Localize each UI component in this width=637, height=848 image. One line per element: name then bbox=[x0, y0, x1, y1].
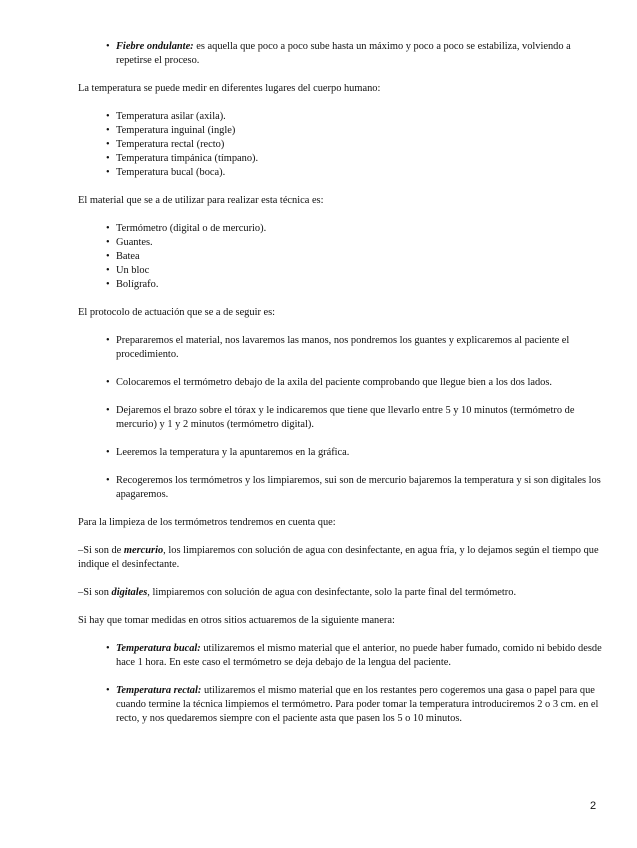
page-content bbox=[78, 40, 604, 740]
page-number: 2 bbox=[590, 800, 597, 812]
cleaning-digitales bbox=[78, 586, 604, 600]
other-sites-list bbox=[78, 642, 604, 726]
mercurio-post: , los limpiaremos con solución de agua con desinfectante, en agua fría, y lo dejamos según el tiempo que indique el desinfectante. bbox=[78, 545, 599, 570]
material-list bbox=[78, 222, 604, 292]
list-item: • Batea bbox=[78, 250, 604, 264]
list-item: • Prepararemos el material, nos lavaremos las manos, nos pondremos los guantes y explicaremos al paciente el procedimiento. bbox=[78, 334, 604, 362]
list-item-temperatura-bucal bbox=[78, 642, 604, 670]
list-item-temperatura-rectal bbox=[78, 684, 604, 726]
protocol-intro: El protocolo de actuación que se a de seguir es: bbox=[78, 307, 276, 318]
rectal-term: Temperatura rectal: bbox=[116, 685, 202, 696]
fiebre-list bbox=[78, 40, 604, 68]
list-item: • Temperatura inguinal (ingle) bbox=[78, 124, 604, 138]
digitales-pre: –Si son bbox=[78, 587, 112, 598]
rectal-text: utilizaremos el mismo material que en los restantes pero cogeremos una gasa o papel para que cuando termine la técnica limpiemos el termómetro. Para poder tomar la temperatura introduciremos 2 o 3 cm. en el recto, y nos quedaremos siempre con el paciente asta que pasen los 5 o 10 minutos. bbox=[116, 685, 599, 724]
list-item: • Recogeremos los termómetros y los limpiaremos, sui son de mercurio bajaremos la temperatura y si son digitales los apagaremos. bbox=[78, 474, 604, 502]
list-item: • Un bloc bbox=[78, 264, 604, 278]
list-item: • Temperatura timpánica (tímpano). bbox=[78, 152, 604, 166]
other-sites-intro: Si hay que tomar medidas en otros sitios actuaremos de la siguiente manera: bbox=[78, 615, 395, 626]
mercurio-pre: –Si son de bbox=[78, 545, 124, 556]
list-item: • Temperatura asilar (axila). bbox=[78, 110, 604, 124]
cleaning-mercurio bbox=[78, 544, 604, 572]
fiebre-term: Fiebre ondulante: bbox=[116, 41, 194, 52]
list-item: • Temperatura rectal (recto) bbox=[78, 138, 604, 152]
bucal-text: utilizaremos el mismo material que el anterior, no puede haber fumado, comido ni bebido desde hace 1 hora. En este caso el termómetro se deja debajo de la lengua del paciente. bbox=[116, 643, 602, 668]
mercurio-term: mercurio bbox=[123, 545, 164, 556]
list-item: • Bolígrafo. bbox=[78, 278, 604, 292]
list-item: • Dejaremos el brazo sobre el tórax y le indicaremos que tiene que llevarlo entre 5 y 10 minutos (termómetro de mercurio) y 1 y 2 minutos (termómetro digital). bbox=[78, 404, 604, 432]
protocol-list bbox=[78, 334, 604, 502]
material-intro: El material que se a de utilizar para realizar esta técnica es: bbox=[78, 195, 324, 206]
places-list bbox=[78, 110, 604, 180]
list-item: • Colocaremos el termómetro debajo de la axila del paciente comprobando que llegue bien a los dos lados. bbox=[78, 376, 604, 390]
list-item: • Termómetro (digital o de mercurio). bbox=[78, 222, 604, 236]
list-item: • Guantes. bbox=[78, 236, 604, 250]
cleaning-intro: Para la limpieza de los termómetros tendremos en cuenta que: bbox=[78, 517, 336, 528]
fiebre-text: es aquella que poco a poco sube hasta un máximo y poco a poco se estabiliza, volviendo a repetirse el proceso. bbox=[116, 41, 571, 66]
places-intro: La temperatura se puede medir en diferentes lugares del cuerpo humano: bbox=[78, 83, 381, 94]
list-item: • Leeremos la temperatura y la apuntaremos en la gráfica. bbox=[78, 446, 604, 460]
digitales-post: , limpiaremos con solución de agua con desinfectante, solo la parte final del termómetro. bbox=[147, 587, 517, 598]
list-item-fiebre-ondulante bbox=[78, 40, 604, 68]
bucal-term: Temperatura bucal: bbox=[116, 643, 201, 654]
digitales-term: digitales bbox=[111, 587, 148, 598]
list-item: • Temperatura bucal (boca). bbox=[78, 166, 604, 180]
